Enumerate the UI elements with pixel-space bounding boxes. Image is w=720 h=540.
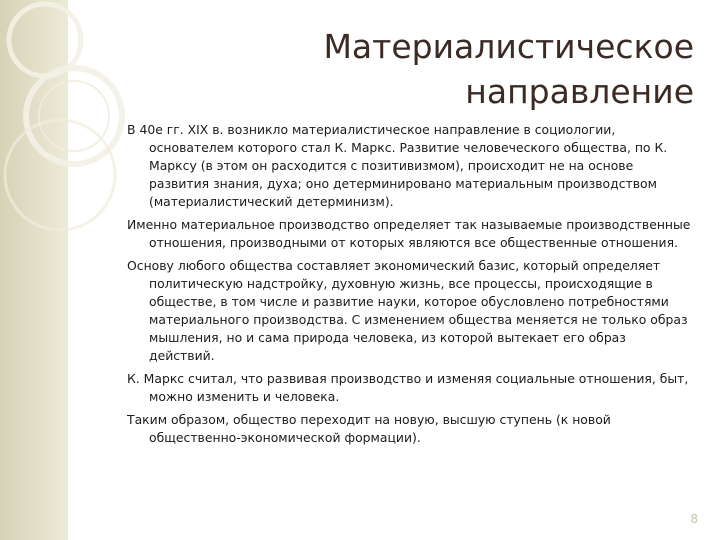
paragraph: Основу любого общества составляет экономический базис, который определяет политическую надстройку, духовную жизнь, все процессы, происходящие в обществе, в том числе и развитие науки, которое обусловлено потребностями материального производства. С изменением общества меняется не только образ мышления, но и сама природа человека, из которой вытекает его образ действий. — [127, 258, 688, 363]
slide-title-line-1: Материалистическое — [323, 27, 694, 66]
paragraph: Таким образом, общество переходит на новую, высшую ступень (к новой общественно-экономической формации). — [127, 412, 611, 445]
paragraph: В 40е гг. XIX в. возникло материалистическое направление в социологии, основателем которого стал К. Маркс. Развитие человеческого общества, по К. Марксу (в этом он расходится с позитивизмом), происходит не на основе развития знания, духа; оно детерминировано материальным производством (материалистический детерминизм). — [127, 122, 668, 209]
slide-title-line-2: направление — [465, 72, 694, 111]
page-number: 8 — [690, 512, 698, 526]
slide-body — [127, 121, 693, 452]
paragraph: К. Маркс считал, что развивая производство и изменяя социальные отношения, быт, можно изменить и человека. — [127, 371, 689, 404]
paragraph: Именно материальное производство определяет так называемые производственные отношения, производными от которых являются все общественные отношения. — [127, 217, 691, 250]
slide-title — [323, 24, 694, 114]
